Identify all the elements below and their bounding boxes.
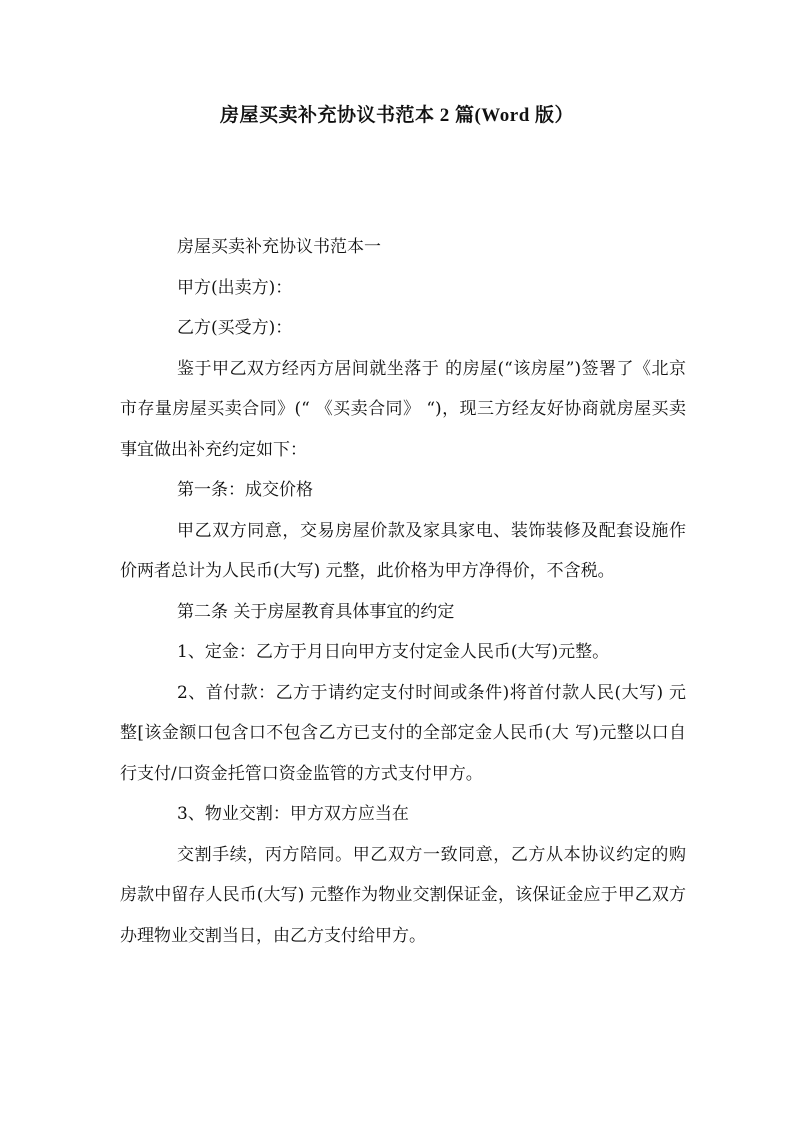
paragraph-article-1-heading: 第一条：成交价格 <box>177 480 313 500</box>
paragraph-down-payment: 2、首付款：乙方于请约定支付时间或条件)将首付款人民(大写) 元整[该金额口包含口不包含乙方已支付的全部定金人民币(大 写)元整以口自行支付/口资金托管口资金监管的方式支付甲方。 <box>120 682 686 784</box>
paragraph-preamble: 鉴于甲乙双方经丙方居间就坐落于 的房屋(“该房屋”)签署了《北京市存量房屋买卖合同》(“ 《买卖合同》 “)，现三方经友好协商就房屋买卖事宜做出补充约定如下： <box>120 358 686 460</box>
document-body <box>120 227 686 956</box>
paragraph-section-heading: 房屋买卖补充协议书范本一 <box>177 237 381 257</box>
document-title: 房屋买卖补充协议书范本 2 篇(Word 版） <box>219 105 575 126</box>
paragraph-party-a: 甲方(出卖方)： <box>177 277 293 298</box>
paragraph-article-2-heading: 第二条 关于房屋教育具体事宜的约定 <box>177 601 455 622</box>
paragraph-article-1-body: 甲乙双方同意，交易房屋价款及家具家电、装饰装修及配套设施作价两者总计为人民币(大写) 元整，此价格为甲方净得价，不含税。 <box>120 520 686 581</box>
paragraph-party-b: 乙方(买受方)： <box>177 318 293 338</box>
paragraph-property-handover: 3、物业交割：甲方双方应当在 <box>177 804 409 824</box>
paragraph-deposit: 1、定金：乙方于月日向甲方支付定金人民币(大写)元整。 <box>177 642 610 662</box>
paragraph-handover-details: 交割手续，丙方陪同。甲乙双方一致同意，乙方从本协议约定的购房款中留存人民币(大写) 元整作为物业交割保证金，该保证金应于甲乙双方办理物业交割当日，由乙方支付给甲方。 <box>120 844 686 946</box>
